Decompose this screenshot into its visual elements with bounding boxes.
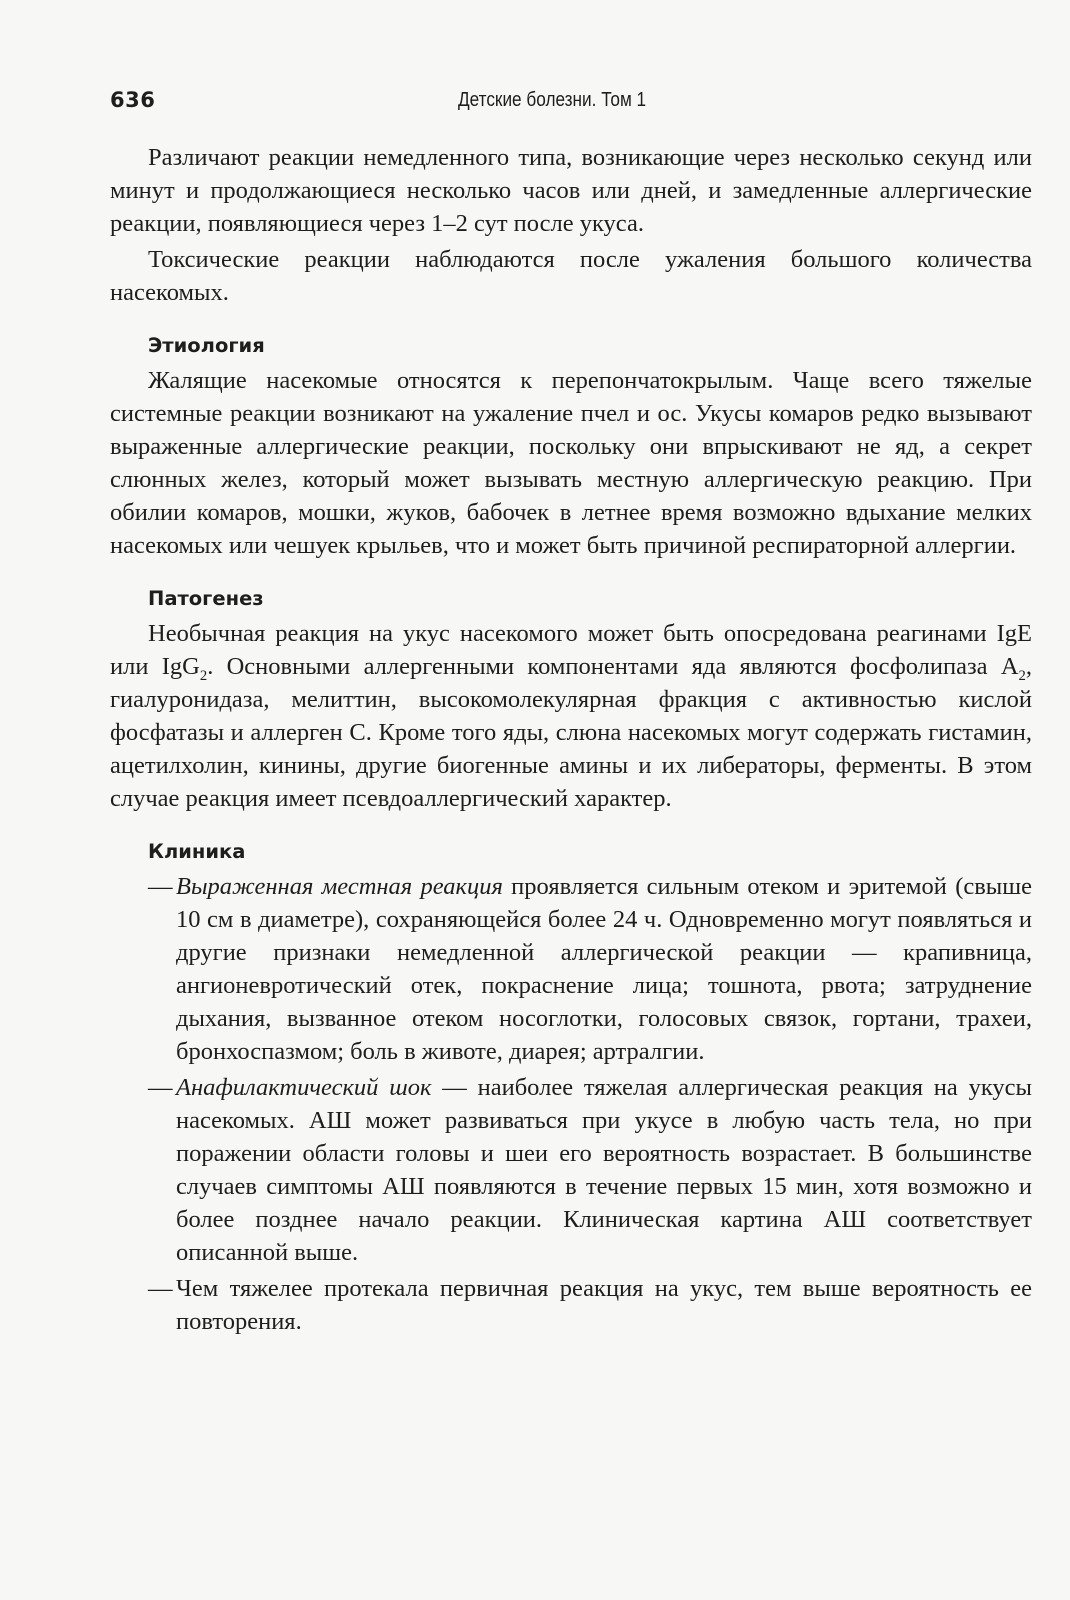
a2-subscript: 2 (1018, 667, 1026, 684)
book-title: Детские болезни. Том 1 (458, 89, 647, 111)
running-head (110, 88, 1030, 124)
intro-paragraph-1: Различают реакции немедленного типа, возникающие через несколько секунд или минут и продолжающиеся несколько часов или дней, и замедленные аллергические реакции, появляющиеся через 1–2 сут после укуса. (110, 144, 1032, 237)
etiology-paragraph: Жалящие насекомые относятся к перепончатокрылым. Чаще всего тяжелые системные реакции возникают на ужаление пчел и ос. Укусы комаров редко вызывают выраженные аллергические реакции, поскольку они впрыскивают не яд, а секрет слюнных желез, который может вызывать местную аллергическую реакцию. При обилии комаров, мошки, жуков, бабочек в летнее время возможно вдыхание мелких насекомых или чешуек крыльев, что и может быть причиной респираторной аллергии. (110, 367, 1032, 559)
list-dash: — (148, 1275, 173, 1302)
page-number: 636 (110, 88, 156, 112)
pathogenesis-text-3: , гиалуронидаза, мелиттин, высокомолекулярная фракция с активностью кислой фосфатазы и аллерген С. Кроме того яды, слюна насекомых могут содержать гистамин, ацетилхолин, кинины, другие биогенные амины и их либераторы, ферменты. В этом случае реакция имеет псевдоаллергический характер. (110, 653, 1032, 812)
pathogenesis-heading: Патогенез (148, 587, 264, 610)
list-dash: — (148, 873, 173, 900)
list-item-text: проявляется сильным отеком и эритемой (свыше 10 см в диаметре), сохраняющейся более 24 ч. Одновременно могут появляться и другие признаки немедленной аллергической реакции — крапивница, ангионевротический отек, покраснение лица; тошнота, рвота; затруднение дыхания, вызванное отеком носоглотки, голосовых связок, гортани, трахеи, бронхоспазмом; боль в животе, диарея; артралгии. (176, 873, 1032, 1065)
list-dash: — (148, 1074, 173, 1101)
list-item (110, 1272, 1032, 1338)
intro-paragraph-2: Токсические реакции наблюдаются после ужаления большого количества насекомых. (110, 246, 1032, 306)
list-item (110, 1071, 1032, 1269)
list-item-text: Чем тяжелее протекала первичная реакция на укус, тем выше вероятность ее повторения. (176, 1275, 1032, 1335)
pathogenesis-text-2: . Основными аллергенными компонентами яда являются фосфолипаза A (207, 653, 1019, 680)
pathogenesis-paragraph (110, 617, 1032, 815)
igg-subscript: 2 (199, 667, 208, 684)
list-item-term: Выраженная местная реакция (176, 873, 503, 900)
list-item-text: — наиболее тяжелая аллергическая реакция на укусы насекомых. АШ может развиваться при укусе в любую часть тела, но при поражении области головы и шеи его вероятность возрастает. В большинстве случаев симптомы АШ появляются в течение первых 15 мин, хотя возможно и более позднее начало реакции. Клиническая картина АШ соответствует описанной выше. (176, 1074, 1033, 1266)
page-body (110, 141, 1032, 1338)
list-item-term: Анафилактический шок (176, 1074, 432, 1101)
list-item (110, 870, 1032, 1068)
clinic-list (110, 870, 1032, 1338)
etiology-heading: Этиология (148, 334, 265, 357)
clinic-heading: Клиника (148, 840, 246, 863)
pathogenesis-text-1: Необычная реакция на укус насекомого может быть опосредована реагинами IgE или IgG (110, 620, 1032, 680)
